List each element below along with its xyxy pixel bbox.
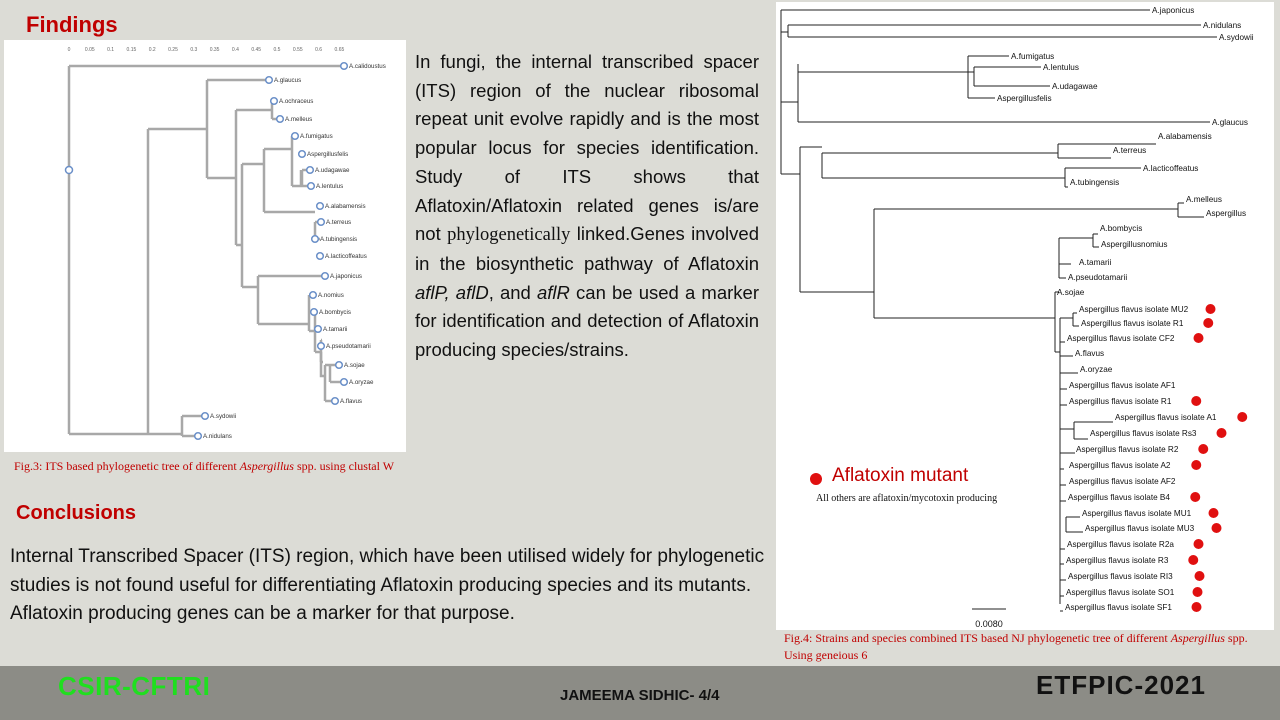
fig3-axis-tick: 0.2	[148, 47, 156, 53]
fig4-leaf-label: Aspergillus flavus isolate Rs3	[1090, 429, 1197, 438]
fig3-leaf-label: A.lacticoffeatus	[325, 253, 367, 261]
fig3-node-icon	[307, 167, 314, 174]
fig3-axis-tick: 0.35	[209, 47, 220, 53]
fig4-leaf-label: A.melleus	[1186, 195, 1222, 204]
fig3-node-icon	[195, 433, 202, 440]
fig4-leaf-label: Aspergillus flavus isolate MU1	[1082, 509, 1192, 518]
fig3-leaf-label: A.calidoustus	[349, 63, 386, 71]
fig3-leaf-label: A.bombycis	[319, 309, 351, 317]
fig3-leaf-label: A.melleus	[285, 116, 313, 124]
fig4-leaf-label: A.alabamensis	[1158, 132, 1212, 141]
fig3-node-icon	[312, 236, 319, 243]
conclusions-paragraph: Internal Transcribed Spacer (ITS) region, which have been utilised widely for phylogenetic studies is not found useful for differentiating Aflatoxin producing species and its mutants. Aflatoxin producing genes can be a marker for that purpose.	[10, 546, 765, 624]
fig4-mutant-marker-icon	[1237, 412, 1247, 422]
fig3-node-icon	[336, 362, 343, 369]
fig4-leaf-label: Aspergillus flavus isolate MU2	[1079, 305, 1189, 314]
fig3-node-icon	[271, 98, 278, 105]
fig4-leaf-label: A.lacticoffeatus	[1143, 164, 1199, 173]
fig3-node-icon	[292, 133, 299, 140]
fig4-leaf-label: A.tubingensis	[1070, 178, 1120, 187]
fig3-phylogenetic-tree	[4, 40, 406, 452]
fig4-leaf-label: A.udagawae	[1052, 82, 1098, 91]
findings-paragraph: In fungi, the internal transcribed spacer (ITS) region of the nuclear ribosomal repeat unit evolve rapidly and is the most popular locus for species identification. Study of ITS shows that Aflatoxin/Aflatoxin related genes is/are not phylogenetically linked.Genes involved in the biosynthetic pathway of Aflatoxin aflP, aflD, and aflR can be used a marker for identification and detection of Aflatoxin producing species/strains.	[415, 51, 759, 361]
fig4-mutant-marker-icon	[1217, 428, 1227, 438]
fig3-leaf-label: A.sydowii	[210, 413, 237, 421]
fig3-axis-tick: 0.15	[126, 47, 137, 53]
fig4-caption: Fig.4: Strains and species combined ITS based NJ phylogenetic tree of different Aspergillus spp. Using geneious 6	[784, 631, 1248, 662]
fig4-leaf-label: Aspergillus flavus isolate R2a	[1067, 540, 1174, 549]
fig3-leaf-label: A.oryzae	[349, 379, 374, 387]
fig4-leaf-label: Aspergillus flavus isolate AF1	[1069, 381, 1176, 390]
fig4-leaf-label: Aspergillus flavus isolate R2	[1076, 445, 1179, 454]
fig4-leaf-label: Aspergillusnomius	[1101, 240, 1168, 249]
fig4-leaf-label: A.nidulans	[1203, 21, 1242, 30]
fig3-leaf-label: A.udagawae	[315, 167, 350, 175]
fig3-node-icon	[318, 343, 325, 350]
fig3-node-icon	[317, 253, 324, 260]
fig4-leaf-label: Aspergillusfelis	[997, 94, 1052, 103]
fig4-leaf-label: Aspergillus flavus isolate R3	[1066, 556, 1169, 565]
fig3-leaf-label: A.nomius	[318, 292, 344, 300]
fig4-leaf-label: Aspergillus flavus isolate R1	[1069, 397, 1172, 406]
fig3-leaf-label: A.glaucus	[274, 77, 302, 85]
findings-heading: Findings	[26, 12, 118, 37]
fig3-node-icon	[315, 326, 322, 333]
fig4-leaf-label: A.terreus	[1113, 146, 1147, 155]
fig3-node-icon	[332, 398, 339, 405]
fig4-mutant-marker-icon	[1198, 444, 1208, 454]
fig4-mutant-marker-icon	[1191, 460, 1201, 470]
fig3-leaf-label: A.fumigatus	[300, 133, 333, 141]
fig3-leaf-label: A.lentulus	[316, 183, 344, 191]
fig4-leaf-label: A.sojae	[1057, 288, 1085, 297]
fig3-axis-tick: 0.5	[273, 47, 281, 53]
fig4-nj-phylogenetic-tree	[776, 2, 1274, 630]
fig4-leaf-label: Aspergillus flavus isolate MU3	[1085, 524, 1195, 533]
fig3-node-icon	[318, 219, 325, 226]
fig3-node-icon	[299, 151, 306, 158]
fig4-leaf-label: Aspergillus flavus isolate RI3	[1068, 572, 1173, 581]
fig3-leaf-label: A.alabamensis	[325, 203, 366, 211]
fig4-leaf-label: Aspergillus flavus isolate SO1	[1066, 588, 1175, 597]
fig4-leaf-label: A.lentulus	[1043, 63, 1079, 72]
fig3-node-icon	[341, 379, 348, 386]
fig3-node-icon	[310, 292, 317, 299]
fig3-leaf-label: A.pseudotamarii	[326, 343, 371, 351]
fig4-mutant-marker-icon	[1188, 555, 1198, 565]
fig3-leaf-label: A.sojae	[344, 362, 365, 370]
fig3-axis-tick: 0.1	[107, 47, 115, 53]
fig4-leaf-label: A.pseudotamarii	[1068, 273, 1128, 282]
fig4-leaf-label: A.tamarii	[1079, 258, 1112, 267]
fig4-leaf-label: Aspergillus flavus isolate CF2	[1067, 334, 1175, 343]
fig4-leaf-label: Aspergillus flavus isolate A1	[1115, 413, 1217, 422]
fig3-leaf-label: A.terreus	[326, 219, 352, 227]
fig4-leaf-label: Aspergillus	[1206, 209, 1247, 218]
fig3-axis-tick: 0	[67, 47, 71, 53]
fig3-node-icon	[277, 116, 284, 123]
fig3-node-icon	[266, 77, 273, 84]
fig3-axis-tick: 0.05	[84, 47, 95, 53]
fig4-leaf-label: Aspergillus flavus isolate AF2	[1069, 477, 1176, 486]
fig3-leaf-label: A.tamarii	[323, 326, 348, 334]
fig4-leaf-label: Aspergillus flavus isolate R1	[1081, 319, 1184, 328]
fig4-mutant-marker-icon	[1209, 508, 1219, 518]
fig4-mutant-marker-icon	[1203, 318, 1213, 328]
fig3-leaf-label: A.ochraceus	[279, 98, 314, 106]
fig3-node-icon	[311, 309, 318, 316]
fig3-caption: Fig.3: ITS based phylogenetic tree of different Aspergillus spp. using clustal W	[14, 459, 395, 473]
fig4-leaf-label: A.flavus	[1075, 349, 1105, 358]
fig3-leaf-label: A.japonicus	[330, 273, 362, 281]
fig3-axis-tick: 0.6	[315, 47, 323, 53]
fig4-leaf-label: A.bombycis	[1100, 224, 1143, 233]
fig4-scale-label: 0.0080	[975, 619, 1003, 629]
fig4-mutant-marker-icon	[1193, 587, 1203, 597]
fig4-mutant-marker-icon	[1212, 523, 1222, 533]
fig3-node-icon	[341, 63, 348, 70]
fig4-mutant-marker-icon	[1191, 396, 1201, 406]
fig4-mutant-marker-icon	[1194, 333, 1204, 343]
fig4-leaf-label: A.oryzae	[1080, 365, 1113, 374]
fig4-leaf-label: Aspergillus flavus isolate SF1	[1065, 603, 1172, 612]
fig3-axis-tick: 0.3	[190, 47, 198, 53]
fig4-leaf-label: Aspergillus flavus isolate A2	[1069, 461, 1171, 470]
fig4-mutant-marker-icon	[1195, 571, 1205, 581]
fig4-leaf-label: A.glaucus	[1212, 118, 1248, 127]
fig4-leaf-label: A.sydowii	[1219, 33, 1254, 42]
fig4-leaf-label: Aspergillus flavus isolate B4	[1068, 493, 1170, 502]
legend-label: Aflatoxin mutant	[832, 465, 969, 486]
fig4-leaf-label: A.fumigatus	[1011, 52, 1055, 61]
fig3-axis-tick: 0.4	[231, 47, 239, 53]
fig3-node-icon	[308, 183, 315, 190]
fig4-mutant-marker-icon	[1194, 539, 1204, 549]
fig3-leaf-label: A.flavus	[340, 398, 363, 406]
fig3-axis-tick: 0.25	[168, 47, 178, 53]
legend-red-dot-icon	[810, 473, 822, 485]
fig3-axis-tick: 0.45	[251, 47, 262, 53]
fig3-node-icon	[322, 273, 329, 280]
fig3-axis-tick: 0.65	[334, 47, 345, 53]
fig3-node-icon	[317, 203, 324, 210]
conclusions-heading: Conclusions	[16, 502, 137, 524]
fig4-mutant-marker-icon	[1190, 492, 1200, 502]
fig3-node-icon	[202, 413, 209, 420]
fig3-leaf-label: Aspergillusfelis	[307, 151, 349, 159]
footer-presenter: JAMEEMA SIDHIC- 4/4	[560, 687, 720, 704]
footer-institution: CSIR-CFTRI	[58, 671, 211, 701]
legend-note: All others are aflatoxin/mycotoxin producing	[816, 493, 998, 504]
fig4-mutant-marker-icon	[1192, 602, 1202, 612]
footer-event: ETFPIC-2021	[1036, 670, 1206, 700]
fig3-leaf-label: A.nidulans	[203, 433, 232, 441]
fig3-leaf-label: A.tubingensis	[320, 236, 358, 244]
fig4-mutant-marker-icon	[1206, 304, 1216, 314]
fig4-leaf-label: A.japonicus	[1152, 6, 1195, 15]
fig3-axis-tick: 0.55	[292, 47, 303, 53]
